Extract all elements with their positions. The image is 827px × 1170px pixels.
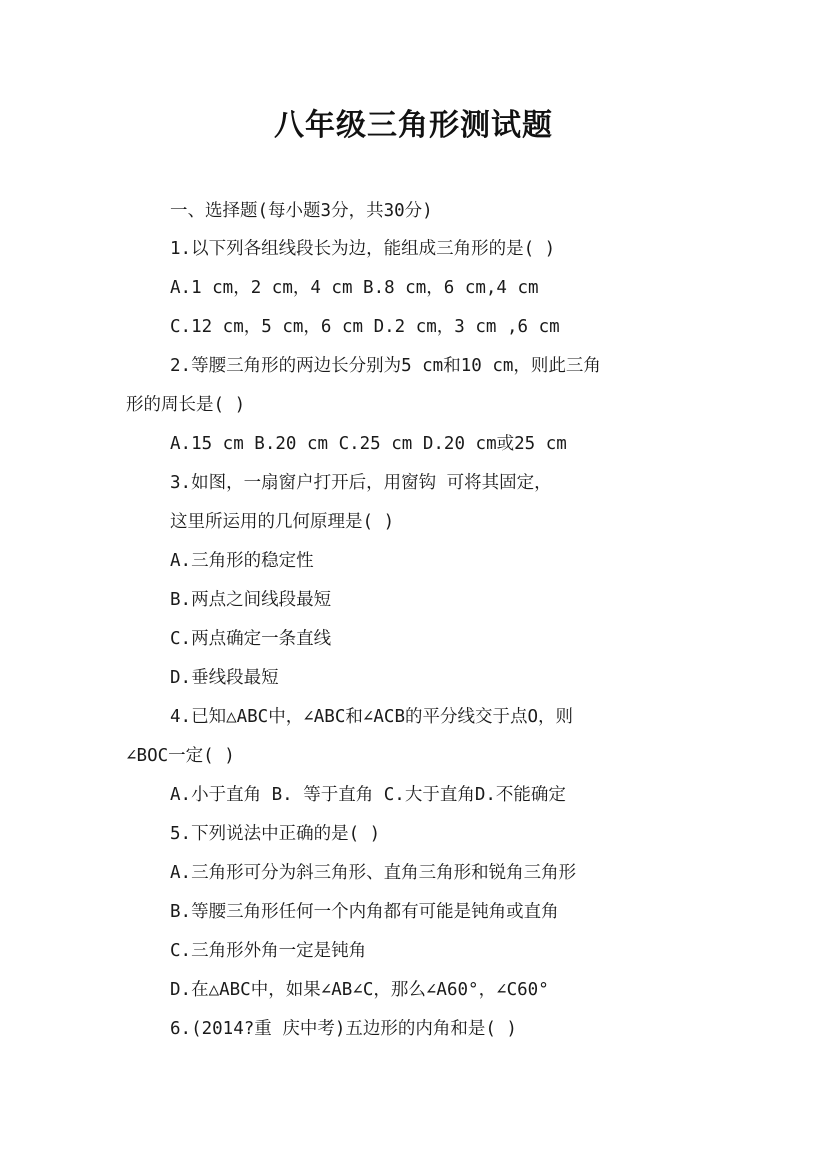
question-2-options: A.15 cm B.20 cm C.25 cm D.20 cm或25 cm <box>170 434 567 454</box>
question-2-continued: 形的周长是( ) <box>126 395 246 415</box>
question-5-option-a: A.三角形可分为斜三角形、直角三角形和锐角三角形 <box>170 863 577 883</box>
question-5-option-c: C.三角形外角一定是钝角 <box>170 941 367 961</box>
question-3-option-a: A.三角形的稳定性 <box>170 551 314 571</box>
question-3-option-b: B.两点之间线段最短 <box>170 590 332 610</box>
question-3-option-c: C.两点确定一条直线 <box>170 629 332 649</box>
question-4-options: A.小于直角 B. 等于直角 C.大于直角D.不能确定 <box>170 785 566 805</box>
question-5: 5.下列说法中正确的是( ) <box>170 824 381 844</box>
question-5-option-d: D.在△ABC中，如果∠AB∠C，那么∠A60°，∠C60° <box>170 980 549 1000</box>
question-6: 6.(2014?重 庆中考)五边形的内角和是( ) <box>170 1019 517 1039</box>
document-title: 八年级三角形测试题 <box>274 108 553 143</box>
question-2: 2.等腰三角形的两边长分别为5 cm和10 cm，则此三角 <box>170 356 601 376</box>
question-1-options-cd: C.12 cm，5 cm，6 cm D.2 cm，3 cm ,6 cm <box>170 317 560 337</box>
question-3: 3.如图，一扇窗户打开后，用窗钩 可将其固定， <box>170 473 552 493</box>
question-5-option-b: B.等腰三角形任何一个内角都有可能是钝角或直角 <box>170 902 559 922</box>
question-1: 1.以下列各组线段长为边，能组成三角形的是( ) <box>170 239 556 259</box>
question-3-option-d: D.垂线段最短 <box>170 668 279 688</box>
question-4: 4.已知△ABC中，∠ABC和∠ACB的平分线交于点O，则 <box>170 707 574 727</box>
question-4-continued: ∠BOC一定( ) <box>126 746 235 766</box>
question-3-continued: 这里所运用的几何原理是( ) <box>170 512 395 532</box>
question-1-options-ab: A.1 cm，2 cm，4 cm B.8 cm，6 cm,4 cm <box>170 278 539 298</box>
section-heading: 一、选择题(每小题3分，共30分) <box>170 201 433 221</box>
